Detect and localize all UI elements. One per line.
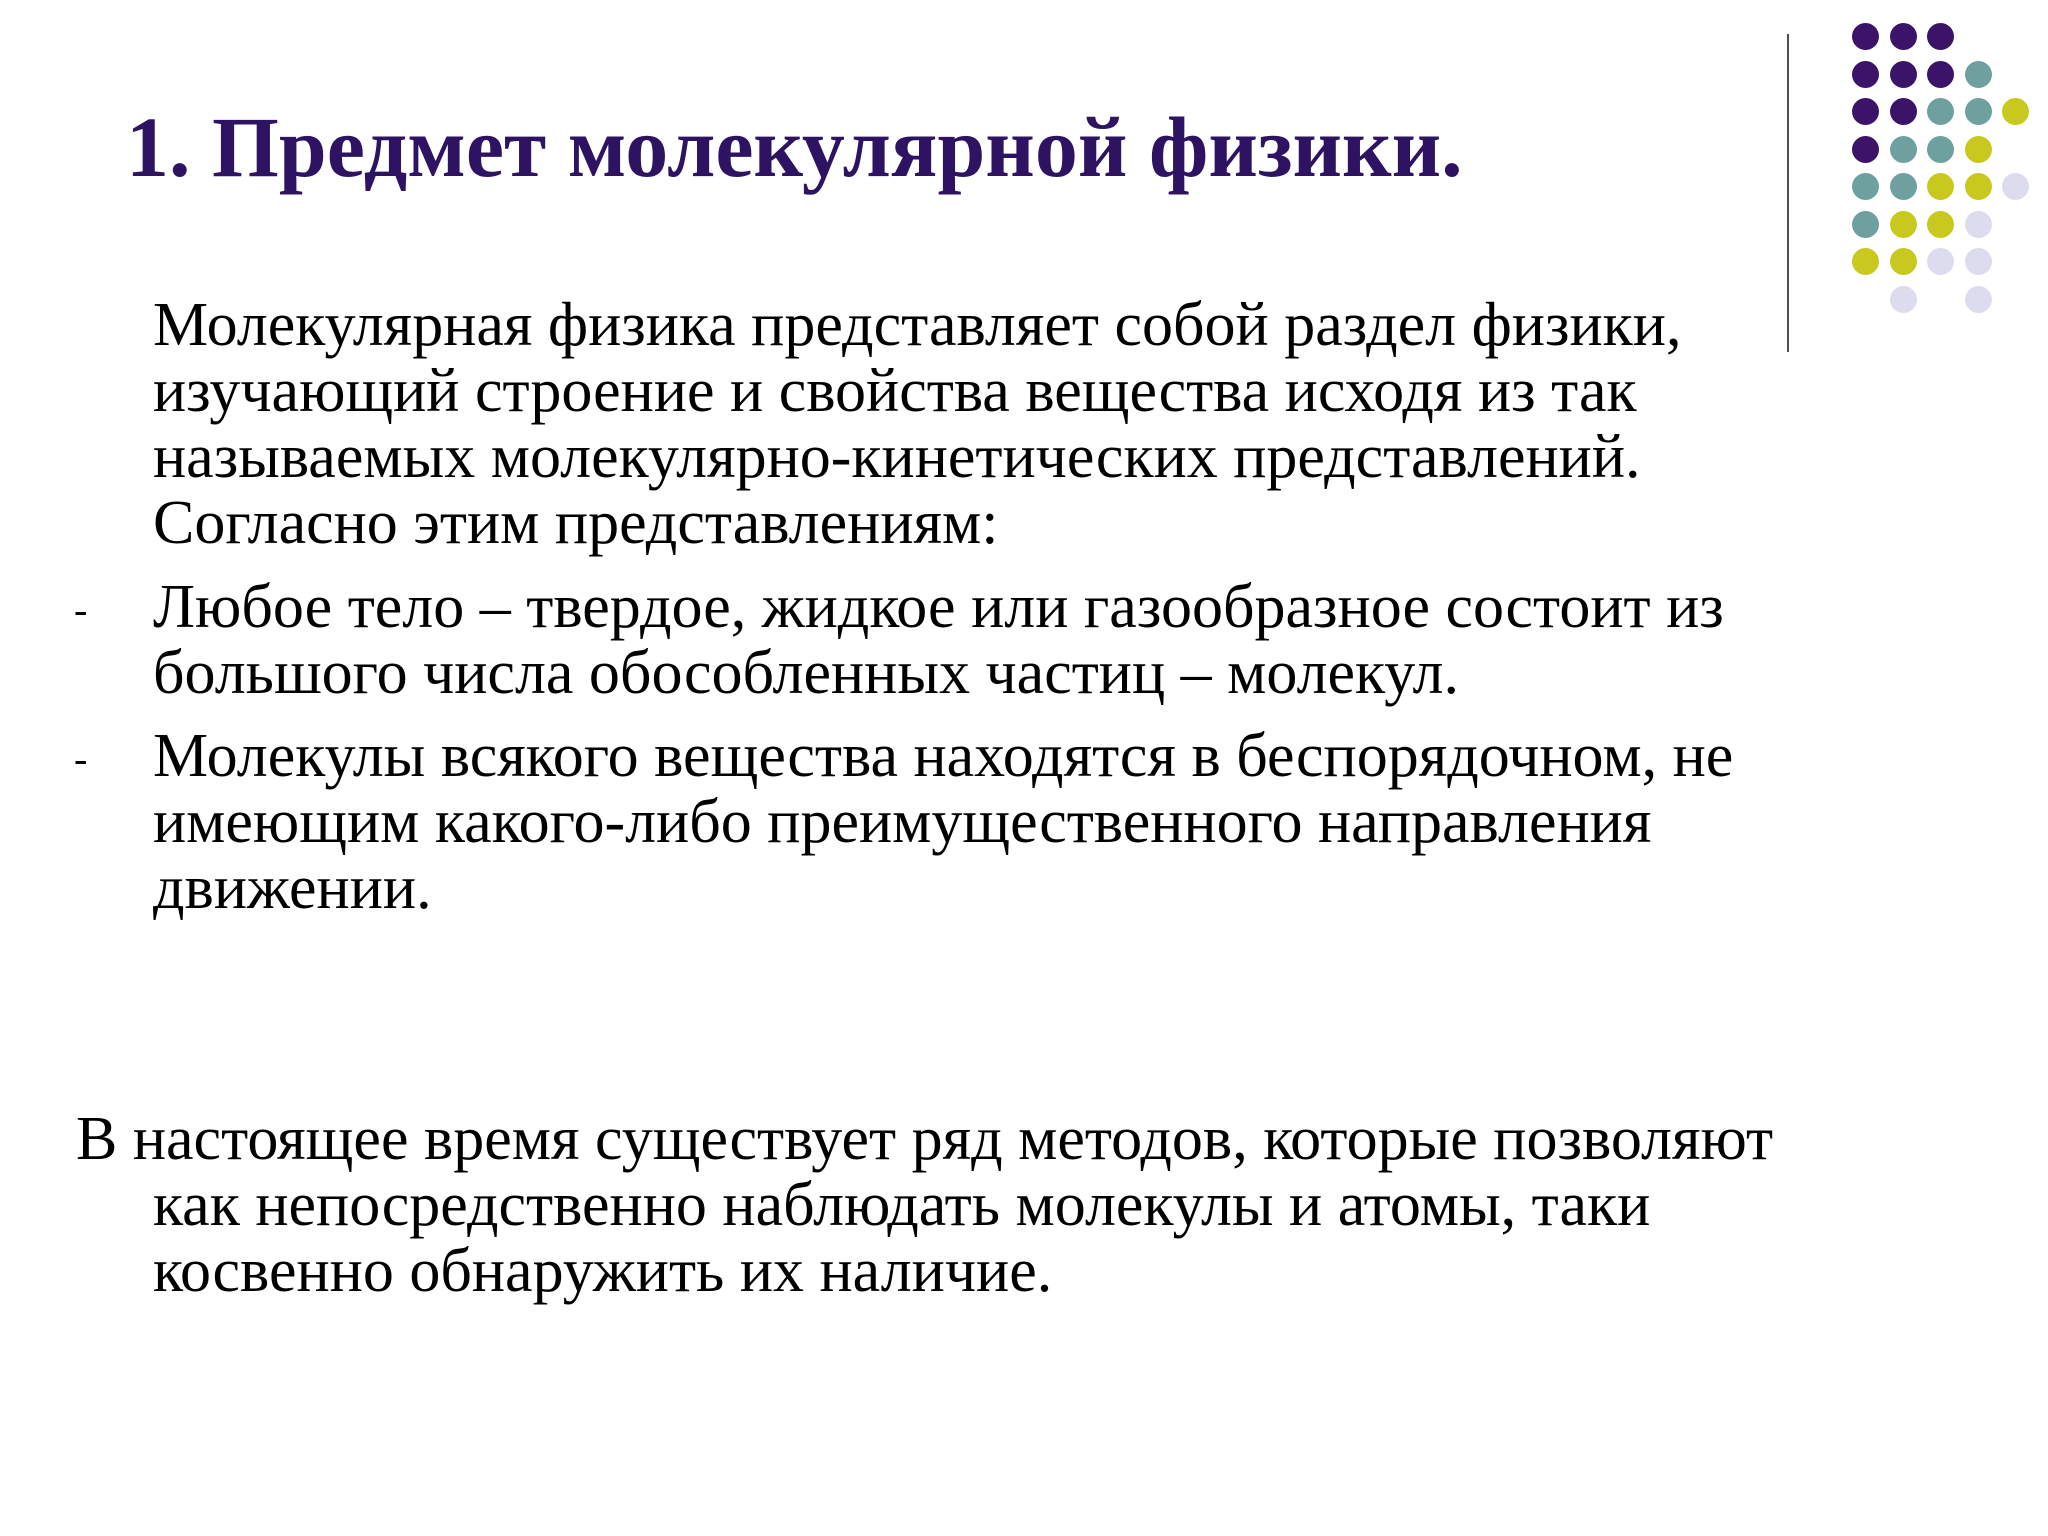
decorative-dot (1965, 136, 1992, 163)
bullet-line: имеющим какого-либо преимущественного направления (153, 788, 1652, 856)
bullet-line: движении. (153, 854, 432, 922)
decorative-dot (1927, 211, 1954, 238)
decorative-dot (1890, 98, 1917, 125)
decorative-dot (1852, 211, 1879, 238)
intro-line: Согласно этим представлениям: (153, 489, 999, 557)
decorative-dot (2002, 173, 2029, 200)
decorative-dot (1927, 61, 1954, 88)
decorative-dot (1890, 61, 1917, 88)
closing-continuation (153, 1172, 2003, 1304)
decorative-dot (1965, 98, 1992, 125)
decorative-dot (2002, 98, 2029, 125)
intro-line: называемых молекулярно-кинетических представлений. (153, 423, 1641, 491)
decorative-dot (1890, 248, 1917, 275)
bullet-dash: - (74, 587, 88, 632)
bullet-line: Молекулы всякого вещества находятся в беспорядочном, не (153, 722, 1734, 790)
decorative-dot (1852, 23, 1879, 50)
decorative-dot (1965, 173, 1992, 200)
slide-title: 1. Предмет молекулярной физики. (126, 99, 1463, 195)
closing-line: В настоящее время существует ряд методов, которые позволяют (76, 1105, 1774, 1173)
decorative-dot (1965, 61, 1992, 88)
decorative-dot (1890, 173, 1917, 200)
decorative-dot (1890, 136, 1917, 163)
bullet-text (153, 574, 2003, 706)
decorative-dot (1890, 211, 1917, 238)
bullet-dash: - (74, 736, 88, 781)
decorative-dot (1965, 211, 1992, 238)
decorative-dot (1852, 61, 1879, 88)
closing-line: косвенно обнаружить их наличие. (153, 1237, 1053, 1305)
intro-paragraph (153, 292, 2003, 556)
decorative-dot (1965, 248, 1992, 275)
decorative-dot (1927, 173, 1954, 200)
bullet-line: большого числа обособленных частиц – молекул. (153, 639, 1459, 707)
closing-line: как непосредственно наблюдать молекулы и атомы, таки (153, 1171, 1651, 1239)
decorative-dot (1852, 173, 1879, 200)
bullet-text (153, 723, 2003, 921)
decorative-dot (1927, 136, 1954, 163)
decorative-dot (1852, 248, 1879, 275)
bullet-line: Любое тело – твердое, жидкое или газообразное состоит из (153, 573, 1724, 641)
decorative-dot (1852, 98, 1879, 125)
decorative-dot (1852, 136, 1879, 163)
decorative-dot (1927, 23, 1954, 50)
intro-line: изучающий строение и свойства вещества исходя из так (153, 357, 1637, 425)
decorative-dot (1927, 98, 1954, 125)
decorative-dot (1890, 23, 1917, 50)
decorative-dot (1927, 248, 1954, 275)
intro-line: Молекулярная физика представляет собой раздел физики, (153, 291, 1682, 359)
